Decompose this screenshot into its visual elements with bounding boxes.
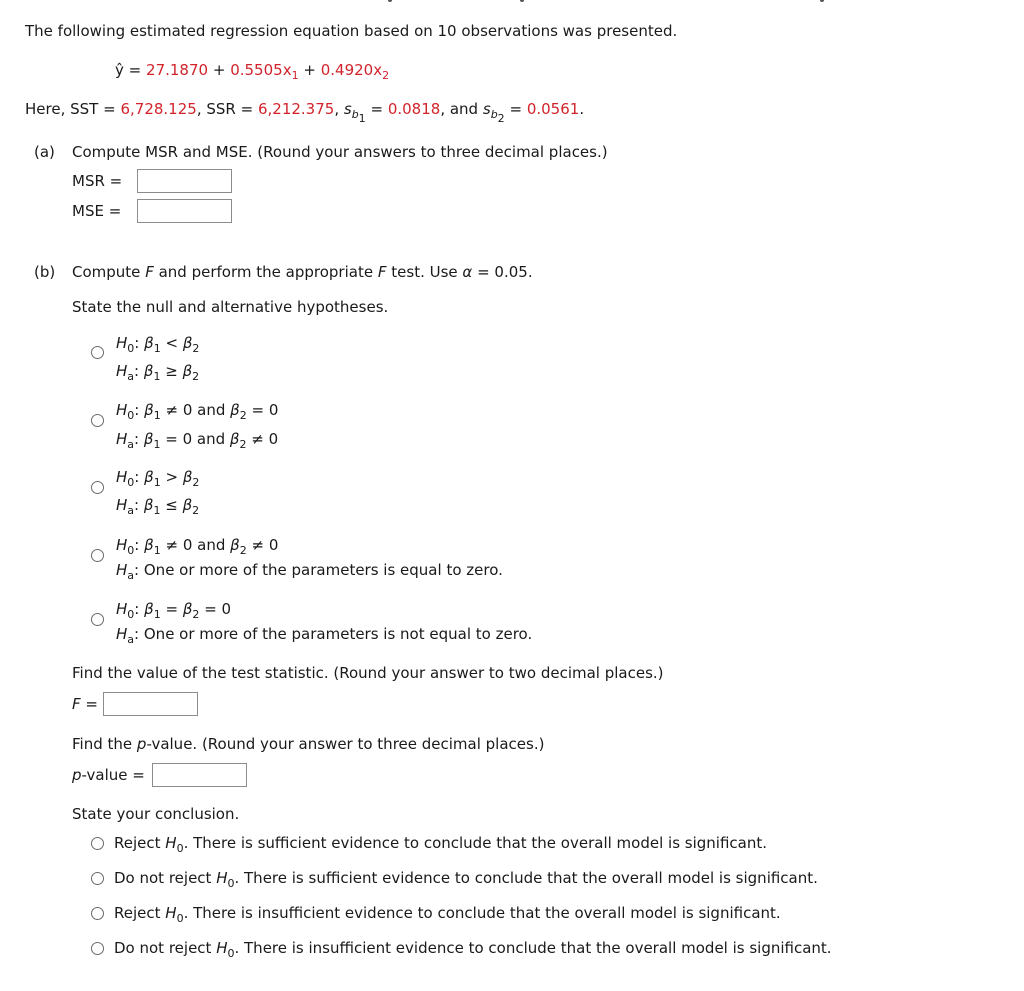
conclusion-option-2-radio[interactable] <box>91 872 104 885</box>
hypothesis-option-1-radio[interactable] <box>91 346 104 359</box>
conclusion-option-2-text: Do not reject $H_0$. There is sufficient evidence to conclude that the overall model is significant. <box>114 869 818 890</box>
option-4-ha: $H_a$: One or more of the parameters is equal to zero. <box>116 561 503 582</box>
coef-b1: 0.5505 <box>230 61 283 79</box>
option-4-h0: $H_0$: $\beta_1 \ne 0$ and $\beta_2 \ne 0$ <box>116 536 279 557</box>
problem-intro: The following estimated regression equation based on 10 observations was presented. <box>25 22 678 40</box>
hypothesis-option-4-radio[interactable] <box>91 549 104 562</box>
conclusion-prompt: State your conclusion. <box>72 805 240 823</box>
mse-label: MSE = <box>72 202 122 220</box>
f-label: F = <box>72 695 98 713</box>
conclusion-option-3-radio[interactable] <box>91 907 104 920</box>
coef-b0: 27.1870 <box>146 61 209 79</box>
hypothesis-option-3-radio[interactable] <box>91 481 104 494</box>
part-a-prompt: Compute MSR and MSE. (Round your answers to three decimal places.) <box>72 143 608 161</box>
sst-value: 6,728.125 <box>120 100 197 118</box>
part-a-letter: (a) <box>34 143 55 161</box>
regression-equation: ŷ = $27.1870 + 0.5505x_1 + 0.4920x_2$ <box>115 61 390 82</box>
hypothesis-option-5-radio[interactable] <box>91 613 104 626</box>
clipped-previous-text <box>0 0 1024 3</box>
coef-b2: 0.4920 <box>320 61 374 79</box>
option-5-h0: $H_0$: $\beta_1 = \beta_2 = 0$ <box>116 600 232 621</box>
part-b-prompt: Compute F and perform the appropriate F test. Use α = 0.05. <box>72 263 533 281</box>
option-2-ha: $H_a$: $\beta_1 = 0$ and $\beta_2 \ne 0$ <box>116 430 279 451</box>
conclusion-option-4-radio[interactable] <box>91 942 104 955</box>
option-1-h0: $H_0$: $\beta_1 < \beta_2$ <box>116 334 200 355</box>
mse-input[interactable] <box>137 199 232 223</box>
option-3-h0: $H_0$: $\beta_1 > \beta_2$ <box>116 468 200 489</box>
sb2-value: 0.0561 <box>526 100 580 118</box>
option-2-h0: $H_0$: $\beta_1 \ne 0$ and $\beta_2 = 0$ <box>116 401 279 422</box>
pvalue-label: p-value = <box>72 766 145 784</box>
pvalue-prompt: Find the p-value. (Round your answer to three decimal places.) <box>72 735 545 753</box>
given-values: Here, SST = 6,728.125, SSR = 6,212.375, $s_{b_1} = 0.0818$, and $s_{b_2} = 0.0561$. <box>25 100 585 125</box>
conclusion-option-4-text: Do not reject $H_0$. There is insufficient evidence to conclude that the overall model is significant. <box>114 939 832 960</box>
conclusion-option-3-text: Reject $H_0$. There is insufficient evidence to conclude that the overall model is significant. <box>114 904 781 925</box>
ssr-value: 6,212.375 <box>257 100 335 118</box>
f-statistic-input[interactable] <box>103 692 198 716</box>
sb1-value: 0.0818 <box>387 100 441 118</box>
msr-label: MSR = <box>72 172 123 190</box>
conclusion-option-1-radio[interactable] <box>91 837 104 850</box>
hypotheses-prompt: State the null and alternative hypotheses. <box>72 298 389 316</box>
option-5-ha: $H_a$: One or more of the parameters is not equal to zero. <box>116 625 533 646</box>
part-b-letter: (b) <box>34 263 56 281</box>
fstat-prompt: Find the value of the test statistic. (Round your answer to two decimal places.) <box>72 664 664 682</box>
option-1-ha: $H_a$: $\beta_1 \ge \beta_2$ <box>116 362 200 383</box>
pvalue-input[interactable] <box>152 763 247 787</box>
msr-input[interactable] <box>137 169 232 193</box>
conclusion-option-1-text: Reject $H_0$. There is sufficient evidence to conclude that the overall model is significant. <box>114 834 767 855</box>
option-3-ha: $H_a$: $\beta_1 \le \beta_2$ <box>116 496 200 517</box>
hypothesis-option-2-radio[interactable] <box>91 414 104 427</box>
